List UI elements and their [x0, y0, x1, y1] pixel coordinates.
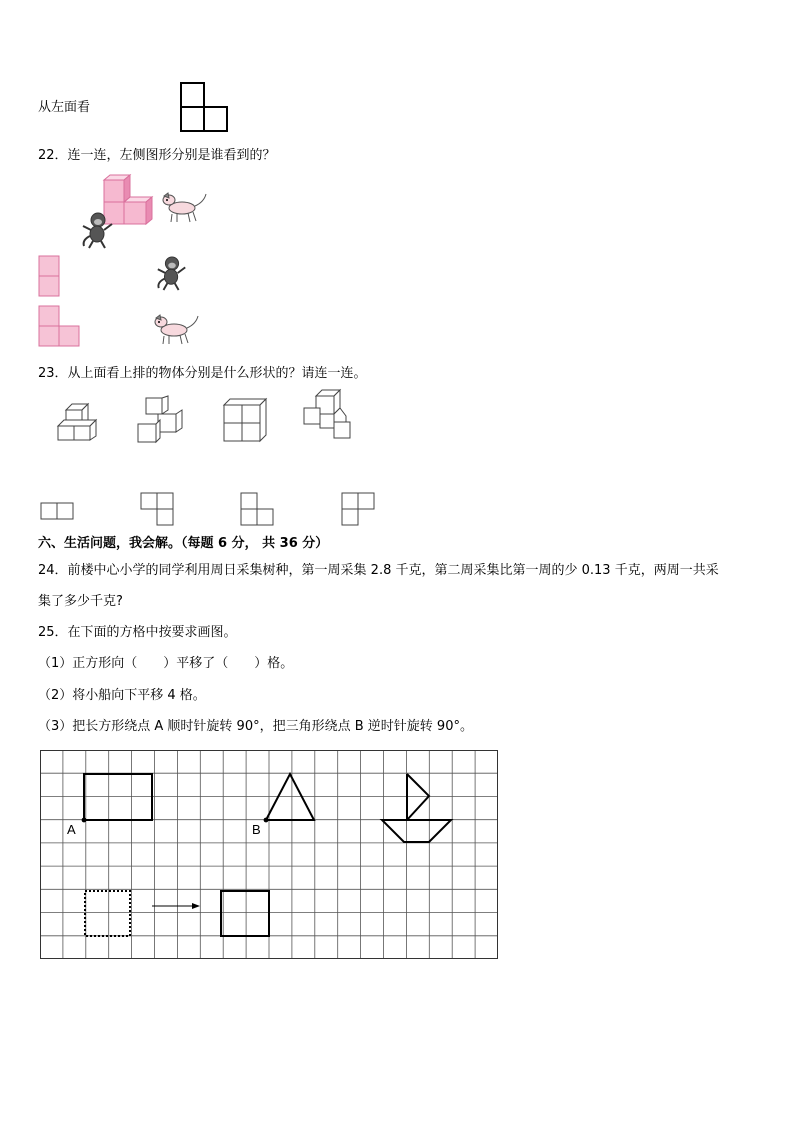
dog-icon [152, 312, 200, 346]
question-24-line-1: 24．前楼中心小学的同学利用周日采集树种，第一周采集 2.8 千克，第二周采集比第一周的少 0.13 千克，两周一共采 [38, 563, 719, 578]
drawing-grid [40, 750, 500, 962]
top-view-option-2 [140, 492, 176, 528]
dog-icon [160, 190, 208, 224]
top-view-option-3 [240, 492, 276, 528]
arrowhead-icon [192, 903, 200, 909]
point-b-marker [264, 818, 269, 823]
monkey-icon [80, 210, 116, 250]
top-view-option-1 [40, 502, 76, 520]
question-23-prompt: 23．从上面看上排的物体分别是什么形状的？请连一连。 [38, 366, 367, 381]
rectangle-shape [84, 774, 152, 820]
boat-shape [382, 774, 451, 842]
section-6-title: 六、生活问题，我会解。（每题 6 分， 共 36 分） [38, 536, 329, 551]
point-a-label: A [67, 822, 76, 837]
question-25-prompt: 25．在下面的方格中按要求画图。 [38, 625, 237, 640]
cube-object-4 [302, 390, 354, 442]
question-25-part-3: （3）把长方形绕点 A 顺时针旋转 90°，把三角形绕点 B 逆时针旋转 90°。 [38, 719, 473, 734]
question-25-part-1: （1）正方形向（ ）平移了（ ）格。 [38, 656, 294, 671]
question-25-part-2: （2）将小船向下平移 4 格。 [38, 688, 206, 703]
point-b-label: B [252, 822, 261, 837]
moved-square [221, 891, 269, 936]
left-view-figure [180, 82, 230, 134]
point-a-marker [82, 818, 87, 823]
view-label-left: 从左面看 [38, 100, 91, 115]
cube-object-1 [56, 402, 104, 442]
cube-object-3 [222, 397, 268, 443]
question-22-prompt: 22．连一连，左侧图形分别是谁看到的？ [38, 148, 276, 163]
top-view-option-4 [341, 492, 377, 528]
option-l-three-squares [38, 305, 84, 349]
cube-object-2 [136, 396, 188, 446]
monkey-icon [155, 254, 189, 292]
original-square-dotted [85, 891, 130, 936]
triangle-shape [266, 774, 314, 820]
option-vertical-two-squares [38, 255, 62, 299]
question-24-line-2: 集了多少千克? [38, 594, 123, 609]
